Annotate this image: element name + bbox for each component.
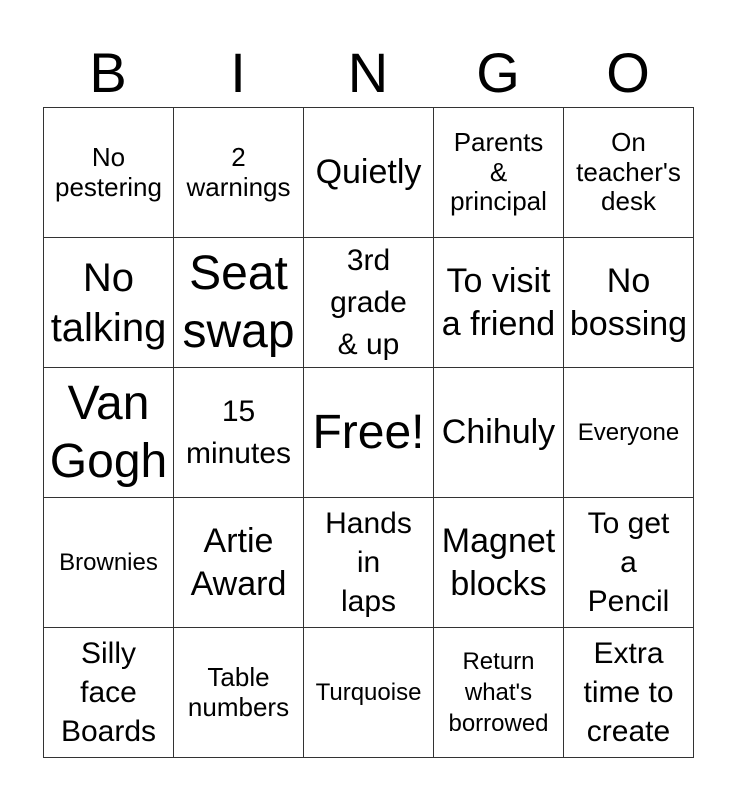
cell-text: Hands in laps [325,507,412,618]
bingo-cell-r3-c5[interactable] [564,368,694,498]
cell-text: On teacher's desk [576,126,681,217]
bingo-cell-r5-c3[interactable] [304,628,434,758]
bingo-cell-r5-c4[interactable] [434,628,564,758]
header-letter-b: B [89,41,127,104]
header-letter-i: I [230,41,246,104]
bingo-cell-r2-c3[interactable] [304,238,434,368]
bingo-cell-r3-c3-free-space[interactable] [304,368,434,498]
bingo-cell-r3-c4[interactable] [434,368,564,498]
cell-text: 15 minutes [185,394,292,470]
bingo-cell-r4-c1[interactable] [44,498,174,628]
cell-text: Seat swap [182,246,295,358]
bingo-header [43,40,693,106]
cell-text: Van Gogh [49,376,168,488]
cell-text: Table numbers [187,661,290,722]
header-letter-g: G [476,41,520,104]
bingo-cell-r2-c5[interactable] [564,238,694,368]
bingo-cell-r1-c2[interactable] [174,108,304,238]
bingo-cell-r1-c5[interactable] [564,108,694,238]
cell-text: Extra time to create [583,637,674,748]
bingo-cell-r5-c5[interactable] [564,628,694,758]
header-letter-n: N [347,41,389,104]
bingo-cell-r2-c1[interactable] [44,238,174,368]
cell-text: To visit a friend [441,262,556,343]
cell-text: 3rd grade & up [330,243,407,361]
cell-text: Silly face Boards [60,637,157,748]
cell-text: To get a Pencil [587,507,670,618]
cell-text: Everyone [577,418,680,446]
bingo-cell-r1-c3[interactable] [304,108,434,238]
bingo-cell-r4-c5[interactable] [564,498,694,628]
cell-text: Magnet blocks [441,522,556,603]
bingo-board [43,107,694,758]
bingo-cell-r2-c2[interactable] [174,238,304,368]
cell-text: Return what's borrowed [448,647,549,738]
cell-text: Chihuly [441,413,556,452]
cell-text: No talking [50,255,167,350]
cell-text: 2 warnings [186,141,291,202]
bingo-cell-r4-c3[interactable] [304,498,434,628]
bingo-cell-r5-c2[interactable] [174,628,304,758]
bingo-cell-r4-c4[interactable] [434,498,564,628]
cell-text: Parents & principal [450,126,547,217]
bingo-cell-r4-c2[interactable] [174,498,304,628]
cell-text: Brownies [59,548,158,576]
bingo-cell-r2-c4[interactable] [434,238,564,368]
bingo-cell-r5-c1[interactable] [44,628,174,758]
header-letter-o: O [606,41,650,104]
bingo-cell-r3-c2[interactable] [174,368,304,498]
cell-text: Quietly [315,153,422,192]
free-space-label: Free! [312,405,425,459]
cell-text: No pestering [55,141,162,202]
cell-text: Artie Award [190,522,287,603]
bingo-cell-r1-c1[interactable] [44,108,174,238]
cell-text: No bossing [569,262,688,343]
cell-text: Turquoise [315,678,422,706]
bingo-cell-r1-c4[interactable] [434,108,564,238]
bingo-cell-r3-c1[interactable] [44,368,174,498]
